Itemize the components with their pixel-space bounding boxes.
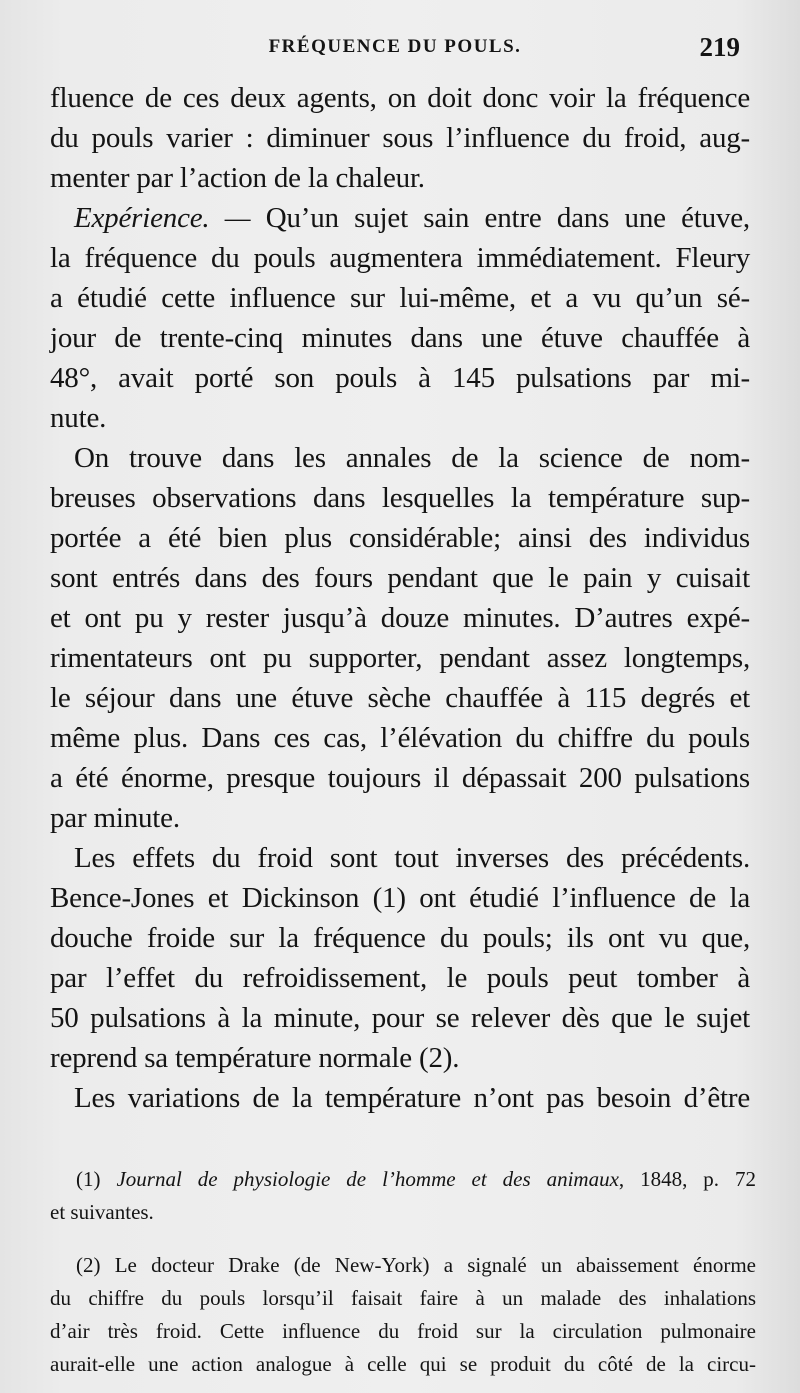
text-line: jour de trente-cinq minutes dans une étuve chauffée à [50,322,750,354]
body-text [50,78,750,1118]
footnote-1-journal-title: Journal de physiologie de l’homme et des animaux [116,1167,619,1191]
text-line: On trouve dans les annales de la science de nom- [74,442,750,474]
text-line: Qu’un sujet sain entre dans une étuve, [265,202,750,234]
footnote-2-line: du chiffre du pouls lorsqu’il faisait faire à un malade des inhalations [50,1286,756,1310]
text-line: Bence-Jones et Dickinson (1) ont étudié l’influence de la [50,882,750,914]
text-line: fluence de ces deux agents, on doit donc voir la fréquence [50,82,750,114]
footnotes [50,1163,756,1381]
text-line: 50 pulsations à la minute, pour se relever dès que le sujet [50,1002,750,1034]
text-line: reprend sa température normale (2). [50,1042,460,1074]
footnote-1-continuation: et suivantes. [50,1200,154,1224]
text-line: nute. [50,402,107,434]
running-title: FRÉQUENCE DU POULS. [268,36,522,57]
experience-label: Expérience. — [74,202,251,234]
text-line: du pouls varier : diminuer sous l’influence du froid, aug- [50,122,750,154]
footnote-2-line: d’air très froid. Cette influence du froid sur la circulation pulmonaire [50,1319,756,1343]
text-line: sont entrés dans des fours pendant que le pain y cuisait [50,562,750,594]
footnote-1-citation: , 1848, p. 72 [618,1167,757,1191]
text-line: Les variations de la température n’ont pas besoin d’être [74,1082,750,1114]
text-line: le séjour dans une étuve sèche chauffée à 115 degrés et [50,682,750,714]
text-line: breuses observations dans lesquelles la température sup- [50,482,750,514]
page-number: 219 [699,32,740,62]
text-line: la fréquence du pouls augmentera immédiatement. Fleury [50,242,750,274]
text-line: 48°, avait porté son pouls à 145 pulsations par mi- [50,362,750,394]
footnote-1-line [50,1163,756,1196]
text-line: portée a été bien plus considérable; ainsi des individus [50,522,750,554]
text-line: douche froide sur la fréquence du pouls; ils ont vu que, [50,922,750,954]
text-line: par minute. [50,802,180,834]
text-line: Les effets du froid sont tout inverses des précédents. [74,842,750,874]
text-line: a été énorme, presque toujours il dépassait 200 pulsations [50,762,750,794]
text-line: menter par l’action de la chaleur. [50,162,425,194]
page-header [50,30,740,70]
text-line: et ont pu y rester jusqu’à douze minutes. D’autres expé- [50,602,750,634]
text-line: a étudié cette influence sur lui-même, et a vu qu’un sé- [50,282,750,314]
text-line: rimentateurs ont pu supporter, pendant assez longtemps, [50,642,750,674]
text-line: par l’effet du refroidissement, le pouls peut tomber à [50,962,750,994]
experience-line [50,198,750,238]
footnote-1-mark: (1) [76,1167,101,1191]
footnote-2-line: (2) Le docteur Drake (de New-York) a signalé un abaissement énorme [76,1253,756,1277]
footnote-2-line: aurait-elle une action analogue à celle qui se produit du côté de la circu- [50,1352,756,1376]
text-line: même plus. Dans ces cas, l’élévation du chiffre du pouls [50,722,750,754]
